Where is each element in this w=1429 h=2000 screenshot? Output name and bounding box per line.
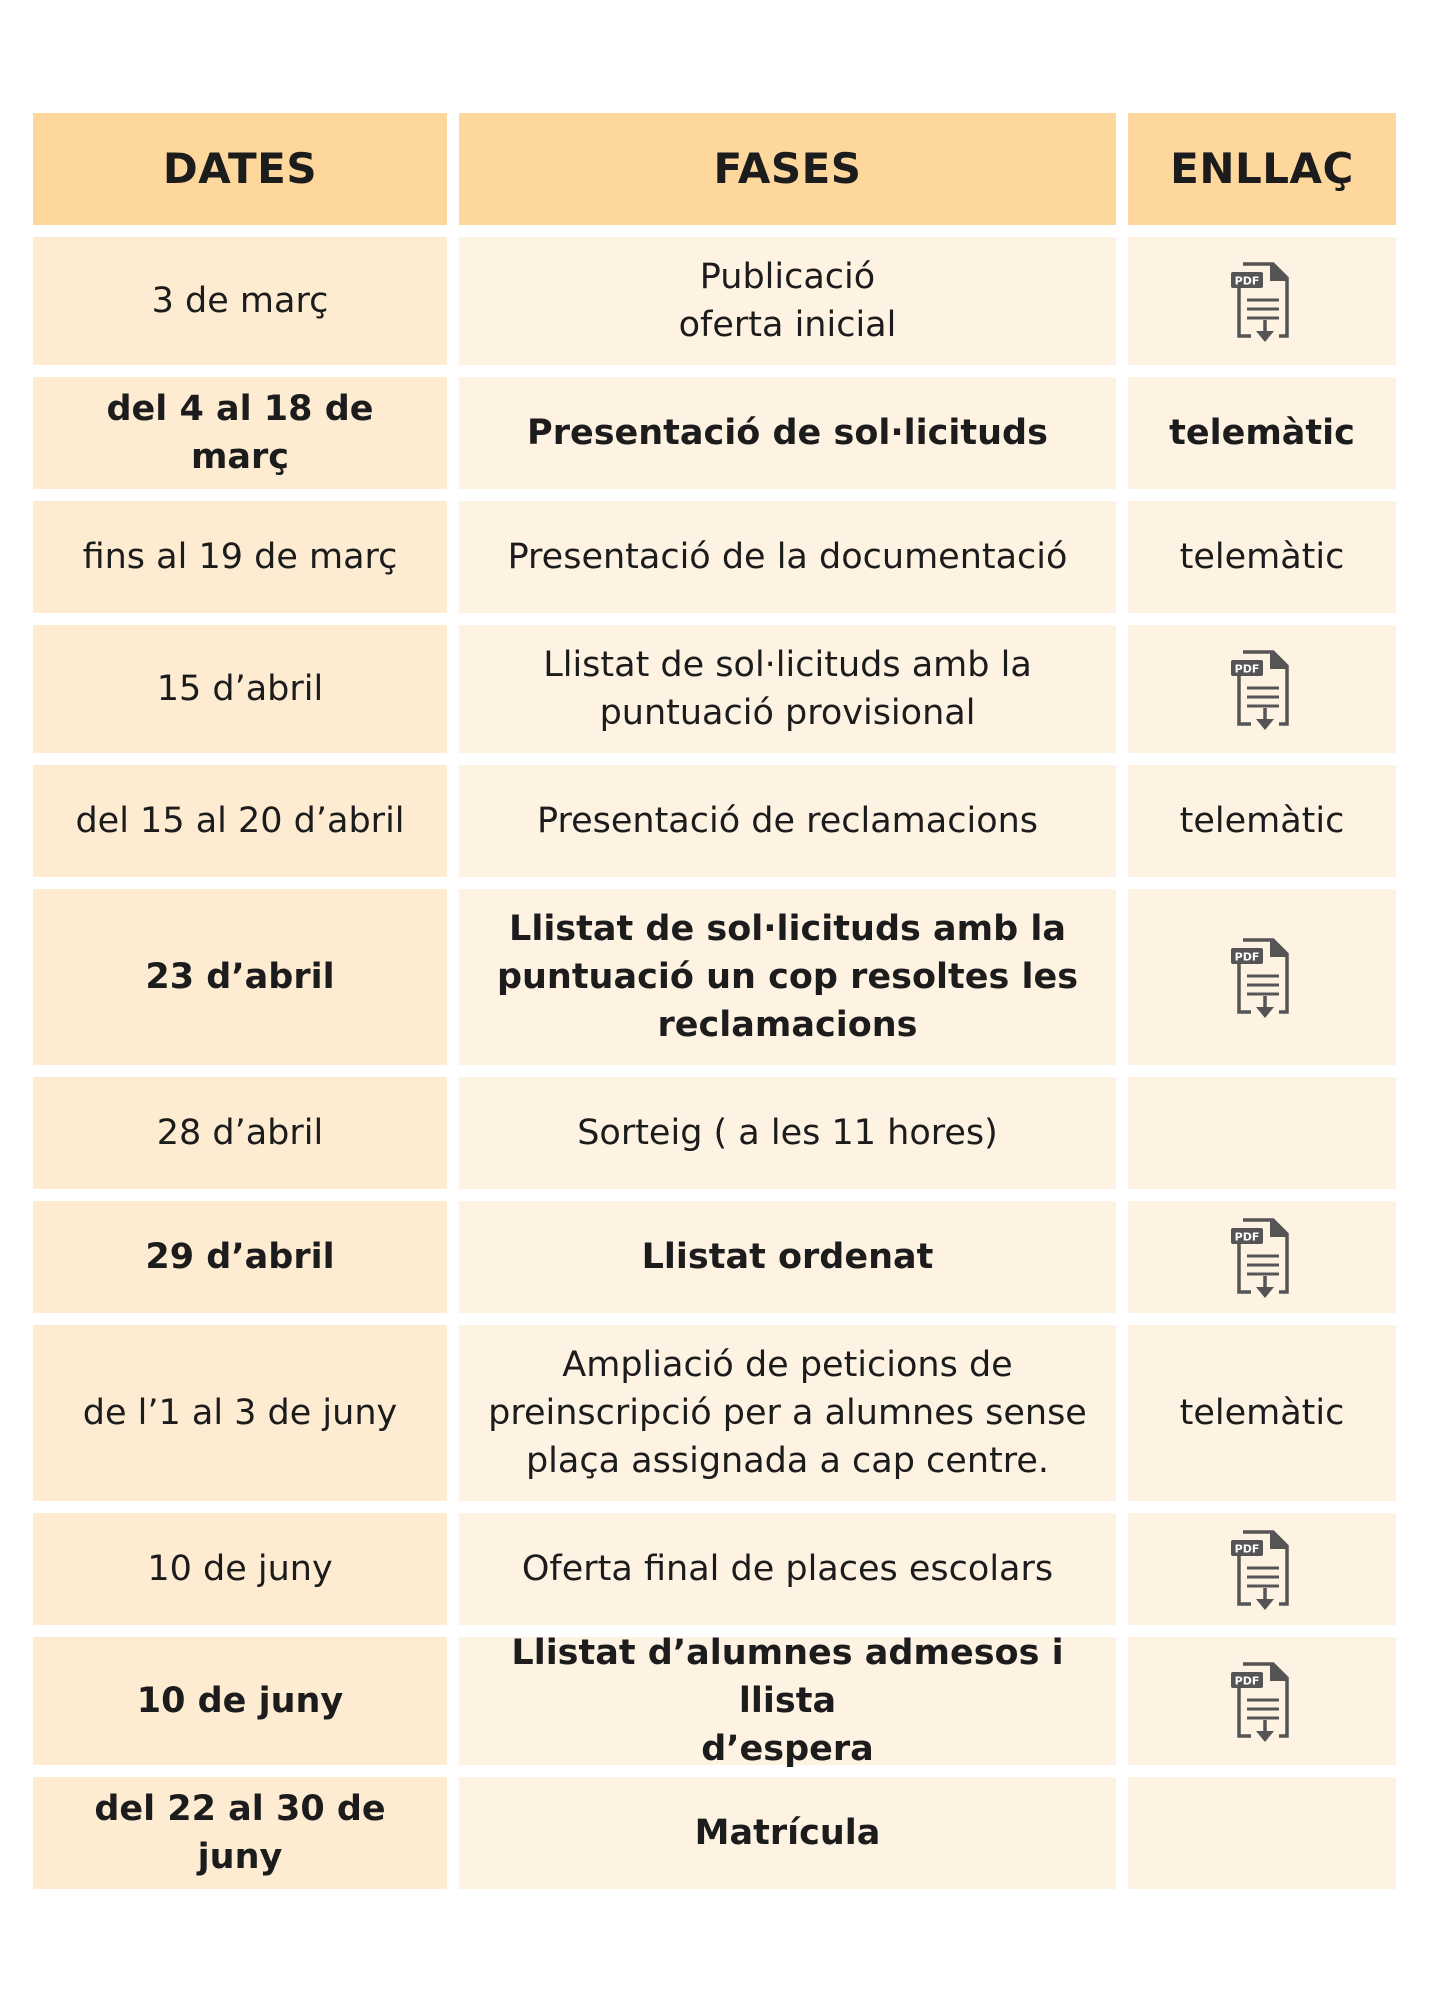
date-cell: 10 de juny: [33, 1513, 447, 1625]
phase-cell: [459, 1513, 1116, 1625]
table-row: [33, 625, 1397, 753]
phase-line: Matrícula: [694, 1813, 881, 1853]
phase-line: d’espera: [701, 1729, 874, 1769]
table-row: [33, 1513, 1397, 1625]
date-cell: fins al 19 de març: [33, 501, 447, 613]
phase-line: Llistat d’alumnes admesos i llista: [511, 1633, 1064, 1721]
phase-cell: [459, 1201, 1116, 1313]
phase-line: Sorteig ( a les 11 hores): [577, 1113, 998, 1153]
link-cell-pdf[interactable]: [1128, 237, 1396, 365]
phase-line: Llistat de sol·licituds amb la: [543, 645, 1032, 685]
svg-text:PDF: PDF: [1234, 1542, 1260, 1556]
header-enllac: ENLLAÇ: [1128, 113, 1396, 225]
table-row: [33, 1325, 1397, 1501]
phase-line: reclamacions: [657, 1005, 918, 1045]
phase-cell: [459, 1633, 1116, 1769]
link-cell-pdf[interactable]: [1128, 889, 1396, 1065]
table-row: [33, 237, 1397, 365]
date-cell: 23 d’abril: [33, 889, 447, 1065]
table-row: [33, 1077, 1397, 1189]
svg-text:PDF: PDF: [1234, 1230, 1260, 1244]
phase-cell: [459, 1077, 1116, 1189]
table-row: [33, 1633, 1397, 1769]
phase-line: oferta inicial: [678, 305, 897, 345]
phase-line: Ampliació de peticions de: [562, 1345, 1013, 1385]
phase-line: Oferta final de places escolars: [521, 1549, 1054, 1589]
phase-line: preinscripció per a alumnes sense: [488, 1393, 1087, 1433]
link-cell-telematic[interactable]: telemàtic: [1128, 501, 1396, 613]
table-row: [33, 765, 1397, 877]
date-cell: 10 de juny: [33, 1637, 447, 1765]
pdf-download-icon[interactable]: [1229, 258, 1295, 344]
svg-text:PDF: PDF: [1234, 950, 1260, 964]
phase-cell: [459, 377, 1116, 489]
header-dates: DATES: [33, 113, 447, 225]
table-row: [33, 1201, 1397, 1313]
phase-line: Presentació de reclamacions: [536, 801, 1039, 841]
date-cell: 28 d’abril: [33, 1077, 447, 1189]
phase-cell: [459, 889, 1116, 1065]
phase-cell: [459, 1777, 1116, 1889]
phase-line: Llistat de sol·licituds amb la: [509, 909, 1066, 949]
date-cell: de l’1 al 3 de juny: [33, 1325, 447, 1501]
table-row: [33, 501, 1397, 613]
svg-text:PDF: PDF: [1234, 274, 1260, 288]
table-body: [33, 237, 1397, 1889]
admissions-calendar-table: [33, 113, 1397, 1901]
pdf-download-icon[interactable]: [1229, 646, 1295, 732]
link-cell-telematic[interactable]: telemàtic: [1128, 377, 1396, 489]
pdf-download-icon[interactable]: [1229, 1526, 1295, 1612]
date-cell: del 4 al 18 de març: [33, 377, 447, 489]
table-header-row: [33, 113, 1397, 225]
link-cell-empty: [1128, 1777, 1396, 1889]
date-cell: 15 d’abril: [33, 625, 447, 753]
pdf-download-icon[interactable]: [1229, 934, 1295, 1020]
pdf-download-icon[interactable]: [1229, 1214, 1295, 1300]
phase-line: plaça assignada a cap centre.: [525, 1441, 1050, 1481]
svg-text:PDF: PDF: [1234, 662, 1260, 676]
svg-text:PDF: PDF: [1234, 1674, 1260, 1688]
phase-line: Llistat ordenat: [641, 1237, 934, 1277]
link-cell-empty: [1128, 1077, 1396, 1189]
phase-line: puntuació un cop resoltes les: [496, 957, 1079, 997]
table-row: [33, 889, 1397, 1065]
date-cell: 29 d’abril: [33, 1201, 447, 1313]
link-cell-pdf[interactable]: [1128, 1637, 1396, 1765]
phase-cell: [459, 765, 1116, 877]
phase-line: Publicació: [699, 257, 876, 297]
phase-cell: [459, 501, 1116, 613]
link-cell-pdf[interactable]: [1128, 625, 1396, 753]
date-cell: del 22 al 30 de juny: [33, 1777, 447, 1889]
link-cell-telematic[interactable]: telemàtic: [1128, 765, 1396, 877]
phase-line: Presentació de sol·licituds: [527, 413, 1048, 453]
header-fases: FASES: [459, 113, 1116, 225]
date-cell: 3 de març: [33, 237, 447, 365]
phase-cell: [459, 625, 1116, 753]
pdf-download-icon[interactable]: [1229, 1658, 1295, 1744]
date-cell: del 15 al 20 d’abril: [33, 765, 447, 877]
phase-line: puntuació provisional: [599, 693, 976, 733]
link-cell-telematic[interactable]: telemàtic: [1128, 1325, 1396, 1501]
link-cell-pdf[interactable]: [1128, 1201, 1396, 1313]
phase-cell: [459, 1325, 1116, 1501]
phase-cell: [459, 237, 1116, 365]
link-cell-pdf[interactable]: [1128, 1513, 1396, 1625]
table-row: [33, 1777, 1397, 1889]
phase-line: Presentació de la documentació: [507, 537, 1068, 577]
table-row: [33, 377, 1397, 489]
